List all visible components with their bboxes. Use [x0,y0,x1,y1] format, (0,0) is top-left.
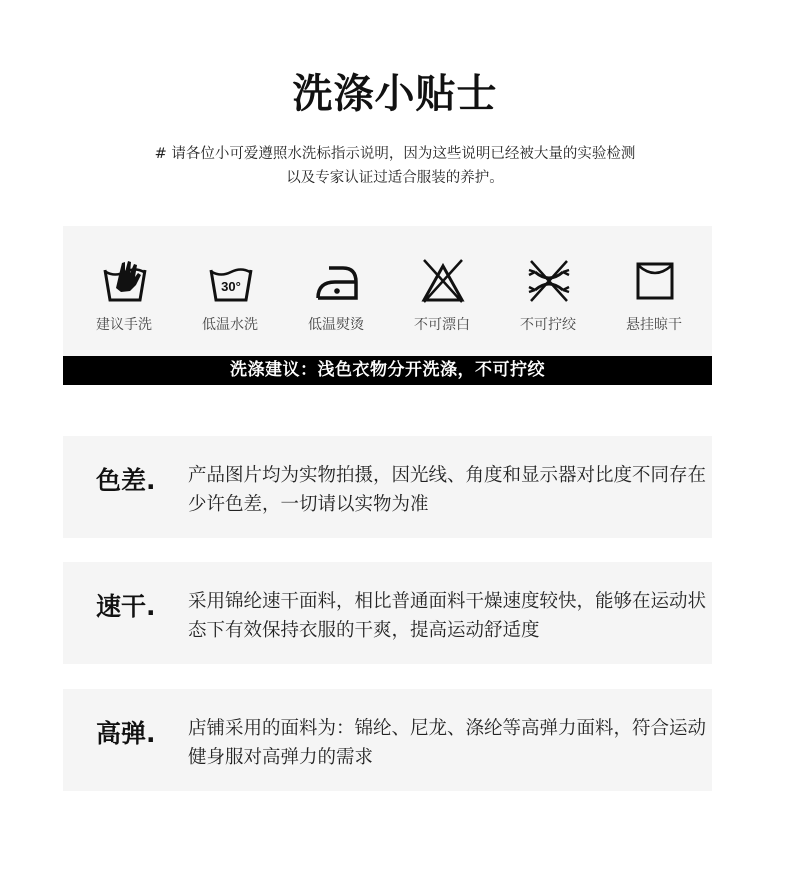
care-label: 悬挂晾干 [626,317,682,333]
wash-30-icon [209,258,253,304]
feature-title: 速干. [96,592,156,621]
page-title: 洗涤小贴士 [292,71,498,117]
care-item-no-wring [503,226,593,356]
feature-card-quick-dry [63,562,712,664]
wash-temperature: 30° [221,279,241,294]
hang-dry-icon [633,258,677,304]
care-item-hang-dry [609,226,699,356]
feature-card-high-elastic [63,689,712,791]
low-iron-icon [315,258,359,304]
feature-title: 色差. [96,466,156,495]
no-bleach-icon [421,258,465,304]
care-item-wash-30 [185,226,275,356]
care-label: 建议手洗 [96,317,152,333]
no-wring-icon [527,258,571,304]
wash-advice-banner: 洗涤建议：浅色衣物分开洗涤，不可拧绞 [63,356,712,385]
intro-text-line-2: 以及专家认证过适合服装的养护。 [286,170,504,186]
feature-title: 高弹. [96,719,156,748]
feature-description: 采用锦纶速干面料，相比普通面料干燥速度较快，能够在运动状态下有效保持衣服的干爽，提高运动舒适度 [188,591,707,641]
care-label: 不可漂白 [414,317,470,333]
feature-description: 店铺采用的面料为：锦纶、尼龙、涤纶等高弹力面料，符合运动健身服对高弹力的需求 [188,718,707,768]
care-label: 不可拧绞 [520,317,576,333]
care-item-low-iron [291,226,381,356]
feature-card-color-difference [63,436,712,538]
care-label: 低温水洗 [202,317,258,333]
feature-description: 产品图片均为实物拍摄，因光线、角度和显示器对比度不同存在少许色差，一切请以实物为准 [188,465,707,515]
care-item-no-bleach [397,226,487,356]
intro-text-line-1: # 请各位小可爱遵照水洗标指示说明，因为这些说明已经被大量的实验检测 [154,146,636,162]
care-instructions-panel [63,226,712,356]
care-label: 低温熨烫 [308,317,364,333]
care-item-hand-wash [79,226,169,356]
hand-wash-icon [103,258,147,304]
